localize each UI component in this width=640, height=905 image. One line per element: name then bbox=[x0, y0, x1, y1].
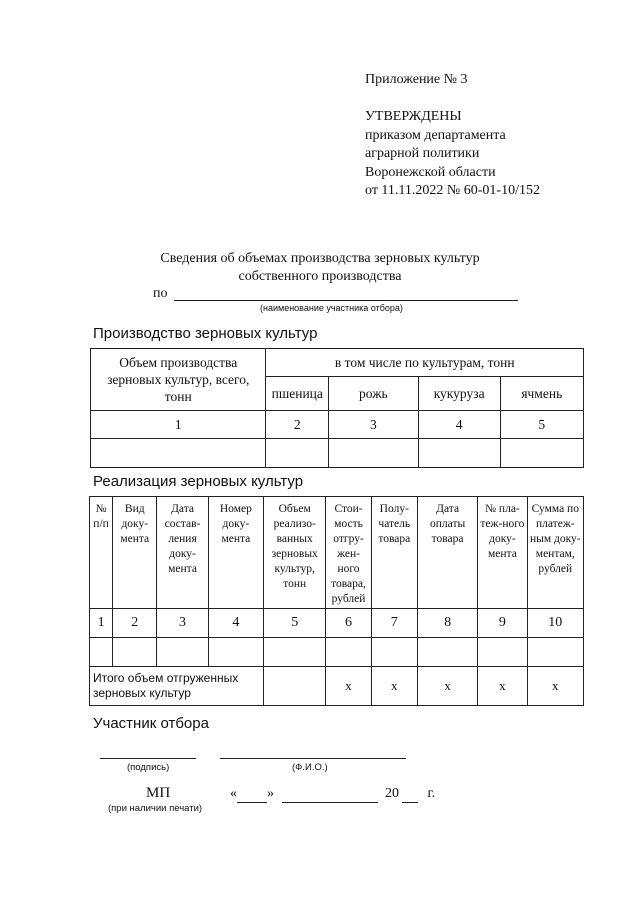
header-crop: пшеница bbox=[266, 377, 329, 411]
participant-name-field[interactable] bbox=[174, 300, 518, 301]
column-number: 4 bbox=[208, 609, 263, 638]
header-total-volume: Объем производства зерновых культур, всего, тонн bbox=[91, 349, 266, 411]
table-cell[interactable] bbox=[418, 439, 500, 468]
column-number: 9 bbox=[478, 609, 527, 638]
stamp-label: МП bbox=[146, 785, 171, 801]
header-row-number: № п/п bbox=[90, 497, 113, 609]
approval-line: аграрной политики bbox=[365, 146, 480, 161]
header-payment-doc-number: № пла-теж-ного доку-мента bbox=[478, 497, 527, 609]
production-table bbox=[90, 348, 584, 468]
approval-block bbox=[365, 108, 540, 201]
date-open-quote: « bbox=[230, 786, 237, 801]
table-cell[interactable] bbox=[113, 638, 157, 667]
header-recipient: Полу-чатель товара bbox=[371, 497, 417, 609]
date-year-blank[interactable] bbox=[402, 786, 418, 803]
table-cell[interactable] bbox=[264, 638, 326, 667]
total-x-mark: х bbox=[326, 667, 371, 706]
header-crop: кукуруза bbox=[418, 377, 500, 411]
column-number: 6 bbox=[326, 609, 371, 638]
header-by-crop: в том числе по культурам, тонн bbox=[266, 349, 584, 377]
header-goods-cost: Стои-мость отгру-жен-ного товара, рублей bbox=[326, 497, 371, 609]
table-cell[interactable] bbox=[91, 439, 266, 468]
date-year-suffix: г. bbox=[427, 786, 436, 801]
header-document-date: Дата состав-ления доку-мента bbox=[157, 497, 208, 609]
date-month-blank[interactable] bbox=[282, 786, 378, 803]
fio-caption: (Ф.И.О.) bbox=[292, 762, 328, 773]
stamp-caption: (при наличии печати) bbox=[108, 803, 203, 814]
date-field bbox=[230, 786, 435, 803]
total-volume-cell[interactable] bbox=[264, 667, 326, 706]
header-payment-sum: Сумма по платеж-ным доку-ментам, рублей bbox=[527, 497, 583, 609]
participant-heading: Участник отбора bbox=[93, 715, 209, 732]
column-number: 1 bbox=[90, 609, 113, 638]
total-x-mark: х bbox=[478, 667, 527, 706]
column-number: 8 bbox=[417, 609, 477, 638]
table-cell[interactable] bbox=[371, 638, 417, 667]
table-cell[interactable] bbox=[90, 638, 113, 667]
header-document-type: Вид доку-мента bbox=[113, 497, 157, 609]
column-number: 1 bbox=[91, 411, 266, 439]
column-number: 2 bbox=[266, 411, 329, 439]
column-number: 4 bbox=[418, 411, 500, 439]
table-cell[interactable] bbox=[208, 638, 263, 667]
fio-field[interactable] bbox=[220, 758, 406, 759]
total-x-mark: х bbox=[417, 667, 477, 706]
approval-line: от 11.11.2022 № 60-01-10/152 bbox=[365, 183, 540, 198]
total-x-mark: х bbox=[527, 667, 583, 706]
table-cell[interactable] bbox=[329, 439, 419, 468]
date-day-blank[interactable] bbox=[237, 786, 267, 803]
table-cell[interactable] bbox=[527, 638, 583, 667]
table-cell[interactable] bbox=[266, 439, 329, 468]
signature-caption: (подпись) bbox=[127, 762, 170, 773]
column-number: 5 bbox=[500, 411, 583, 439]
table-cell[interactable] bbox=[326, 638, 371, 667]
participant-name-caption: (наименование участника отбора) bbox=[260, 303, 403, 313]
approval-line: УТВЕРЖДЕНЫ bbox=[365, 109, 462, 124]
sales-table bbox=[89, 496, 584, 706]
column-number: 7 bbox=[371, 609, 417, 638]
approval-line: Воронежской области bbox=[365, 164, 496, 180]
column-number: 3 bbox=[329, 411, 419, 439]
table-cell[interactable] bbox=[157, 638, 208, 667]
date-close-quote: » bbox=[267, 786, 274, 801]
document-title bbox=[140, 250, 500, 286]
header-crop: рожь bbox=[329, 377, 419, 411]
table-cell[interactable] bbox=[478, 638, 527, 667]
appendix-label: Приложение № 3 bbox=[365, 72, 468, 87]
column-number: 10 bbox=[527, 609, 583, 638]
section-sales-heading: Реализация зерновых культур bbox=[93, 473, 304, 490]
column-number: 2 bbox=[113, 609, 157, 638]
date-year-prefix: 20 bbox=[385, 786, 399, 801]
table-cell[interactable] bbox=[417, 638, 477, 667]
total-x-mark: х bbox=[371, 667, 417, 706]
approval-line: приказом департамента bbox=[365, 127, 506, 143]
signature-field[interactable] bbox=[100, 758, 196, 759]
title-line-1: Сведения об объемах производства зерновых культур bbox=[160, 251, 480, 266]
po-label: по bbox=[153, 286, 168, 301]
header-sold-volume: Объем реализо-ванных зерновых культур, тонн bbox=[264, 497, 326, 609]
table-cell[interactable] bbox=[500, 439, 583, 468]
title-line-2: собственного производства bbox=[238, 269, 402, 284]
header-payment-date: Дата оплаты товара bbox=[417, 497, 477, 609]
header-crop: ячмень bbox=[500, 377, 583, 411]
header-document-number: Номер доку-мента bbox=[208, 497, 263, 609]
column-number: 3 bbox=[157, 609, 208, 638]
column-number: 5 bbox=[264, 609, 326, 638]
section-production-heading: Производство зерновых культур bbox=[93, 325, 318, 342]
total-shipped-label: Итого объем отгруженных зерновых культур bbox=[90, 667, 264, 706]
